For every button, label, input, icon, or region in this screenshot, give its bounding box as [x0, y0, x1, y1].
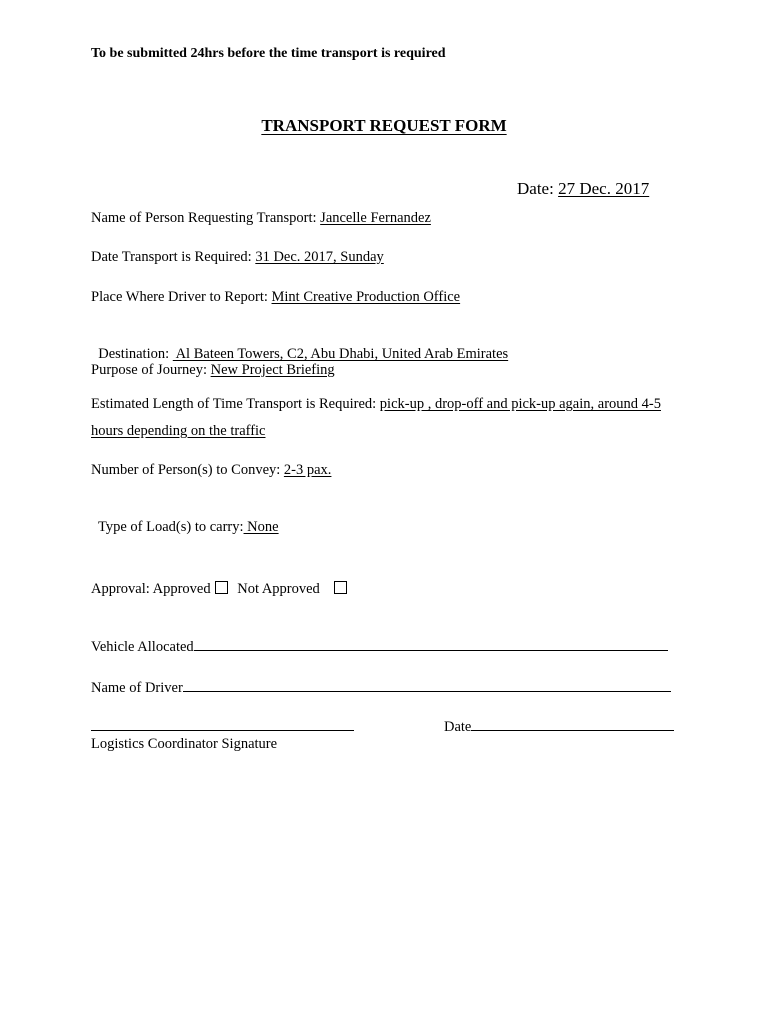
requester-label: Name of Person Requesting Transport: [91, 210, 321, 226]
form-date [517, 179, 649, 199]
report-place-label: Place Where Driver to Report: [91, 289, 272, 305]
requester-value: Jancelle Fernandez [320, 210, 431, 226]
requester-field [91, 210, 431, 227]
approval-row [91, 581, 347, 598]
duration-field [91, 391, 681, 445]
signature-caption: Logistics Coordinator Signature [91, 736, 278, 752]
approved-checkbox[interactable] [215, 581, 228, 594]
approved-label: Approved [152, 581, 211, 597]
vehicle-blank-line[interactable] [194, 638, 668, 651]
driver-blank-line[interactable] [183, 679, 671, 692]
form-date-label: Date: [517, 179, 559, 198]
persons-label: Number of Person(s) to Convey: [91, 462, 284, 478]
destination-field [91, 329, 508, 363]
load-field [91, 502, 279, 536]
purpose-value: New Project Briefing [210, 362, 335, 378]
vehicle-label: Vehicle Allocated [91, 639, 194, 655]
driver-field [91, 679, 671, 697]
duration-label: Estimated Length of Time Transport is Required: [91, 396, 380, 412]
date-required-field [91, 249, 384, 266]
not-approved-checkbox[interactable] [334, 581, 347, 594]
submission-notice: To be submitted 24hrs before the time transport is required [91, 46, 446, 61]
signature-blank-line[interactable] [91, 718, 354, 731]
form-date-value: 27 Dec. 2017 [558, 179, 650, 198]
signature-date-blank-line[interactable] [471, 718, 674, 731]
signature-date-field [444, 718, 674, 736]
signature-row [91, 718, 354, 736]
report-place-field [91, 289, 460, 306]
signature-date-label: Date [444, 719, 472, 735]
approval-label: Approval: [91, 581, 153, 597]
load-value: None [243, 519, 279, 535]
date-required-value: 31 Dec. 2017, Sunday [255, 249, 384, 265]
vehicle-field [91, 638, 668, 656]
purpose-label: Purpose of Journey: [91, 362, 211, 378]
purpose-field [91, 362, 335, 379]
destination-value: Al Bateen Towers, C2, Abu Dhabi, United Arab Emirates [172, 346, 509, 362]
persons-field [91, 462, 331, 479]
report-place-value: Mint Creative Production Office [271, 289, 461, 305]
driver-label: Name of Driver [91, 680, 183, 696]
date-required-label: Date Transport is Required: [91, 249, 256, 265]
form-title: TRANSPORT REQUEST FORM [261, 116, 507, 135]
not-approved-label: Not Approved [237, 581, 320, 597]
load-label: Type of Load(s) to carry: [98, 519, 244, 535]
persons-value: 2-3 pax. [283, 462, 332, 478]
duration-value: pick-up , drop-off and pick-up again, around 4-5 hours depending on the traffic [91, 396, 661, 439]
destination-label: Destination: [98, 346, 173, 362]
